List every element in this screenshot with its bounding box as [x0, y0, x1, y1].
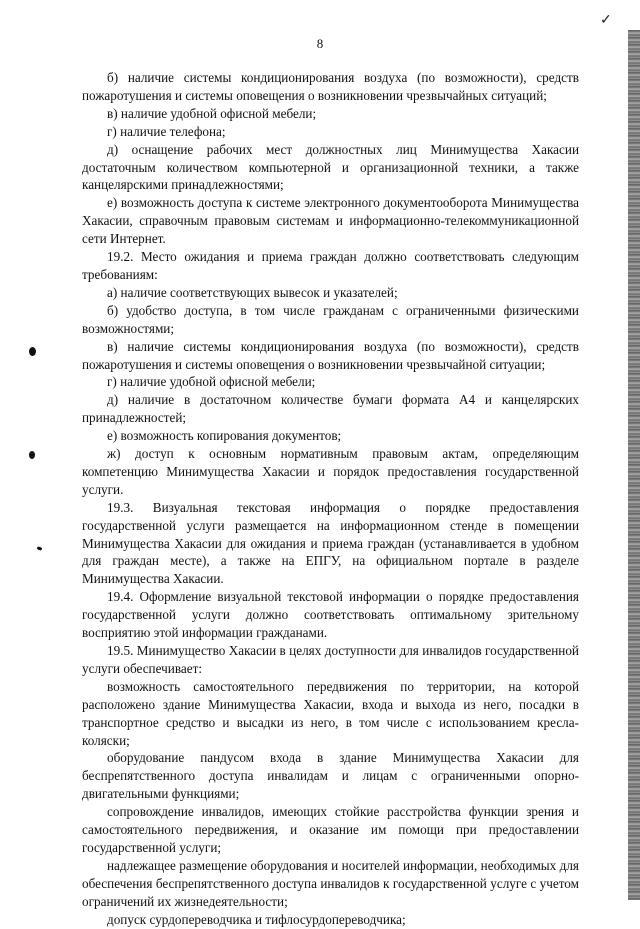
paragraph: 19.5. Минимущество Хакасии в целях доступности для инвалидов государственной услуги обеспечивает: — [82, 643, 579, 676]
paragraph: е) возможность копирования документов; — [107, 428, 342, 444]
page-binding-edge — [628, 30, 640, 900]
paragraph: 19.3. Визуальная текстовая информация о порядке предоставления государственной услуги размещается на информационном стенде в помещении Минимущества Хакасии для ожидания и приема граждан (устанавливается в удобном для граждан месте), а также на ЕПГУ, на официальном портале в разделе Минимущества Хакасии. — [82, 499, 579, 587]
paragraph: допуск сурдопереводчика и тифлосурдопереводчика; — [107, 911, 406, 927]
paragraph: г) наличие телефона; — [107, 123, 226, 139]
paragraph: оборудование пандусом входа в здание Минимущества Хакасии для беспрепятственного доступа инвалидам и лицам с ограниченными опорно-двигательными функциями; — [82, 750, 579, 802]
paragraph: надлежащее размещение оборудования и носителей информации, необходимых для обеспечения беспрепятственного доступа инвалидов к государственной услуге с учетом ограничений их жизнедеятельности; — [82, 857, 579, 909]
paragraph: а) наличие соответствующих вывесок и указателей; — [107, 284, 398, 300]
paragraph: 19.4. Оформление визуальной текстовой информации о порядке предоставления государственной услуги должно соответствовать оптимальному зрительному восприятию этой информации гражданами. — [82, 589, 579, 641]
pen-mark-icon: ✓ — [600, 13, 612, 28]
ink-mark — [37, 546, 43, 551]
page-number: 8 — [316, 36, 324, 51]
paragraph: ж) доступ к основным нормативным правовым актам, определяющим компетенцию Минимущества Хакасии и порядок предоставления государственной услуги. — [82, 446, 579, 497]
paragraph: в) наличие системы кондиционирования воздуха (по возможности), средств пожаротушения и системы оповещения о возникновении чрезвычайной ситуации; — [82, 338, 579, 372]
paragraph: в) наличие удобной офисной мебели; — [107, 105, 317, 121]
paragraph: д) наличие в достаточном количестве бумаги формата А4 и канцелярских принадлежностей; — [82, 392, 579, 426]
paragraph: 19.2. Место ожидания и приема граждан должно соответствовать следующим требованиям: — [82, 249, 579, 282]
paragraph: сопровождение инвалидов, имеющих стойкие расстройства функции зрения и самостоятельного передвижения, и оказание им помощи при предоставлении государственной услуги; — [82, 804, 579, 855]
hole-punch-mark — [29, 347, 36, 356]
document-body — [82, 69, 579, 929]
paragraph: б) наличие системы кондиционирования воздуха (по возможности), средств пожаротушения и системы оповещения о возникновении чрезвычайных ситуаций; — [82, 70, 579, 103]
paragraph: е) возможность доступа к системе электронного документооборота Минимущества Хакасии, справочным правовым системам и информационно-телекоммуникационной сети Интернет. — [82, 195, 579, 247]
paragraph: б) удобство доступа, в том числе гражданам с ограниченными физическими возможностями; — [82, 302, 579, 336]
paragraph: д) оснащение рабочих мест должностных лиц Минимущества Хакасии достаточным количеством компьютерной и организационной техники, а также канцелярскими принадлежностями; — [82, 141, 579, 193]
paragraph: возможность самостоятельного передвижения по территории, на которой расположено здание Минимущества Хакасии, входа и выхода из него, посадки в транспортное средство и высадки из него, в том числе с использованием кресла-коляски; — [82, 678, 579, 748]
paragraph: г) наличие удобной офисной мебели; — [107, 374, 316, 390]
hole-punch-mark — [29, 451, 35, 459]
